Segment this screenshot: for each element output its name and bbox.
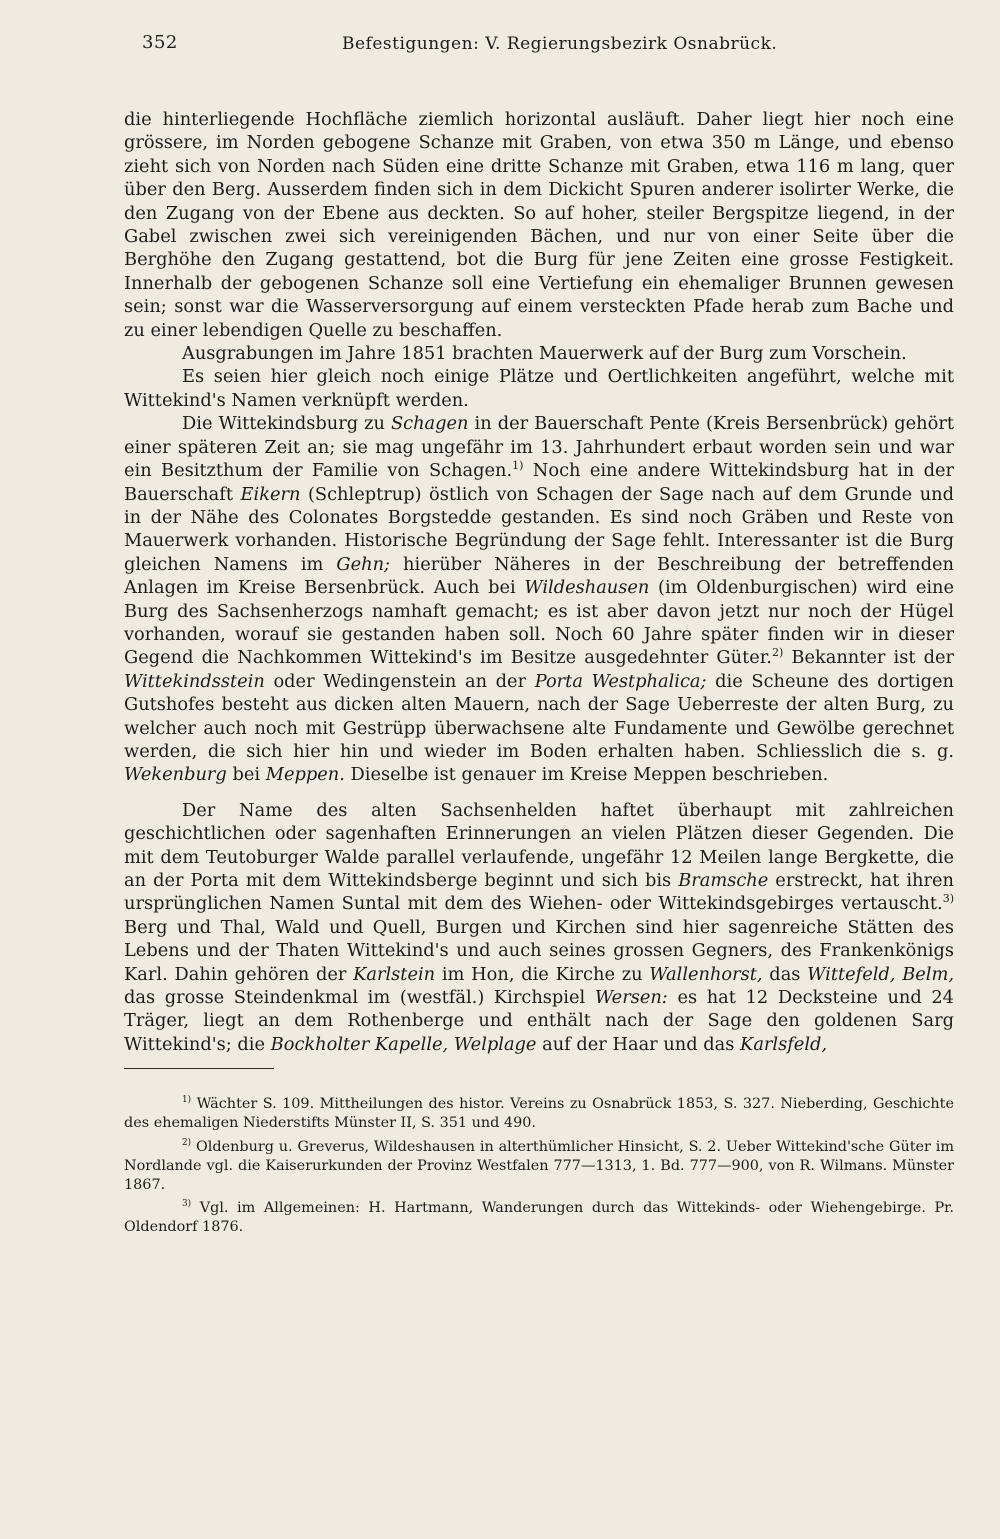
footnote-ref-3[interactable]: 3)	[942, 892, 954, 906]
page-number: 352	[142, 32, 178, 53]
text-run: oder Wedingenstein an der	[264, 670, 535, 692]
place-name: Gehn;	[336, 553, 391, 575]
footnote-text: Vgl. im Allgemeinen: H. Hartmann, Wanderungen durch das Wittekinds- oder Wiehengebirge. Pr. Oldendorf 1876.	[124, 1200, 954, 1236]
text-run: hierüber Näheres in der Beschreibung der betreffenden Anlagen im Kreise Bersenbrück. Auch bei	[124, 553, 954, 599]
place-name: Porta Westphalica;	[534, 670, 707, 692]
place-name: Bramsche	[678, 870, 769, 891]
footnote-2	[124, 1138, 954, 1196]
footnote-text: Oldenburg u. Greverus, Wildeshausen in alterthümlicher Hinsicht, S. 2. Ueber Wittekind'sche Güter im Nordlande vgl. die Kaiserurkunden der Provinz Westfalen 777—1313, 1. Bd. 777—900, von R. Wilmans. Münster 1867.	[124, 1138, 954, 1194]
text-run: Bekannter ist der	[783, 647, 955, 669]
footnotes	[124, 1095, 954, 1237]
text-run: das grosse Steindenkmal im (westfäl.) Kirchspiel	[124, 987, 595, 1009]
text-run: (Schleptrup) östlich von Schagen der Sage nach auf dem Grunde und in der Nähe des Colonates Borgstedde gestanden. Es sind noch Gräben und Reste von Mauerwerk vorhanden. Historische Begründung der Sage fehlt. Interessanter ist die Burg gleichen Namens im	[124, 483, 954, 575]
text-run: Berg und Thal, Wald und Quell, Burgen und Kirchen sind hier sagenreiche Stätten des Lebens und der Thaten Wittekind's und auch seines grossen Gegners, des Frankenkönigs Karl. Dahin gehören der	[124, 916, 954, 985]
text-run: Der Name des alten Sachsenhelden haftet überhaupt mit zahlreichen geschichtlichen oder sagenhaften Erinnerungen an vielen Plätzen dieser Gegenden. Die mit dem Teutoburger Walde parallel verlaufende, ungefähr 12 Meilen lange Bergkette, die an der Porta mit dem Wittekindsberge beginnt und sich bis	[124, 799, 954, 891]
footnote-marker-1: 1)	[182, 1095, 192, 1106]
place-name: Wittekindsstein	[124, 670, 265, 692]
paragraph-3: Es seien hier gleich noch einige Plätze und Oertlichkeiten angeführt, welche mit Wittekind's Namen verknüpft werden.	[124, 366, 954, 411]
page-header	[124, 28, 954, 68]
text-run: erstreckt, hat ihren ursprünglichen Namen Suntal mit dem des Wiehen- oder Wittekindsgebirges vertauscht.	[124, 870, 954, 915]
place-name: Wallenhorst,	[649, 963, 763, 985]
footnote-divider	[124, 1068, 274, 1069]
text-run: Die Wittekindsburg zu	[182, 413, 391, 435]
place-name: Welplage	[453, 1033, 537, 1055]
place-name: Bockholter Kapelle,	[270, 1033, 449, 1055]
text-run: (im Oldenburgischen) wird eine Burg des Sachsenherzogs namhaft gemacht; es ist aber davon jetzt nur noch der Hügel vorhanden, worauf sie gestanden haben soll. Noch 60 Jahre später finden wir in dieser Gegend die Nachkommen Wittekind's im Besitze ausgedehnter Güter.	[124, 577, 955, 669]
text-run: Noch eine andere Wittekindsburg hat in der Bauerschaft	[124, 460, 955, 505]
text-run: auf der Haar und das	[536, 1033, 741, 1055]
running-head: Befestigungen: V. Regierungsbezirk Osnabrück.	[342, 34, 778, 54]
place-name: Meppen.	[265, 764, 345, 786]
paragraph-4	[124, 412, 954, 787]
footnote-ref-1[interactable]: 1)	[512, 459, 524, 473]
text-run: die Scheune des dortigen Gutshofes besteht aus dicken alten Mauern, nach der Sage Ueberreste der alten Burg, zu welcher auch noch mit Gestrüpp überwachsene alte Fundamente und Gewölbe gerechnet werden, die sich hier hin und wieder im Boden erhalten haben. Schliesslich die s. g.	[124, 670, 954, 762]
place-name: Wersen:	[594, 987, 668, 1009]
footnote-3	[124, 1199, 954, 1237]
text-run: es hat 12 Decksteine und 24 Träger, liegt an dem Rothenberge und enthält nach der Sage den goldenen Sarg Wittekind's; die	[124, 987, 954, 1055]
paragraph-5	[124, 799, 954, 1056]
paragraph-1: die hinterliegende Hochfläche ziemlich horizontal ausläuft. Daher liegt hier noch eine grössere, im Norden gebogene Schanze mit Graben, von etwa 350 m Länge, und ebenso zieht sich von Norden nach Süden eine dritte Schanze mit Graben, etwa 116 m lang, quer über den Berg. Ausserdem finden sich in dem Dickicht Spuren anderer isolirter Werke, die den Zugang von der Ebene aus deckten. So auf hoher, steiler Bergspitze liegend, in der Gabel zwischen zwei sich vereinigenden Bächen, und nur von einer Seite über die Berghöhe den Zugang gestattend, bot die Burg für jene Zeiten eine grosse Festigkeit. Innerhalb der gebogenen Schanze soll eine Vertiefung ein ehemaliger Brunnen gewesen sein; sonst war die Wasserversorgung auf einem versteckten Pfade herab zum Bache und zu einer lebendigen Quelle zu beschaffen.	[124, 109, 954, 341]
footnote-1	[124, 1095, 954, 1133]
footnote-text: Wächter S. 109. Mittheilungen des histor. Vereins zu Osnabrück 1853, S. 327. Nieberding, Geschichte des ehemaligen Niederstifts Münster II, S. 351 und 490.	[124, 1096, 954, 1132]
main-text	[124, 108, 954, 1056]
footnote-marker-2: 2)	[182, 1137, 192, 1148]
text-run: das	[762, 963, 808, 985]
place-name: Karlsfeld,	[740, 1033, 828, 1055]
text-run: bei	[226, 764, 266, 786]
place-name: Wittefeld, Belm,	[807, 963, 954, 985]
paragraph-2: Ausgrabungen im Jahre 1851 brachten Mauerwerk auf der Burg zum Vorschein.	[182, 343, 907, 365]
place-name: Schagen	[390, 413, 469, 435]
text-run: in der Bauerschaft Pente (Kreis Bersenbrück) gehört einer späteren Zeit an; sie mag ungefähr im 13. Jahrhundert erbaut worden sein und war ein Besitzthum der Familie von Schagen.	[124, 413, 954, 482]
text-run: im Hon, die Kirche zu	[435, 963, 650, 985]
footnote-marker-3: 3)	[182, 1199, 192, 1210]
place-name: Wildeshausen	[524, 577, 650, 599]
place-name: Wekenburg	[124, 764, 227, 786]
place-name: Eikern	[240, 483, 301, 505]
text-run: Dieselbe ist genauer im Kreise Meppen beschrieben.	[344, 764, 829, 786]
footnote-ref-2[interactable]: 2)	[771, 646, 784, 660]
place-name: Karlstein	[353, 963, 436, 985]
